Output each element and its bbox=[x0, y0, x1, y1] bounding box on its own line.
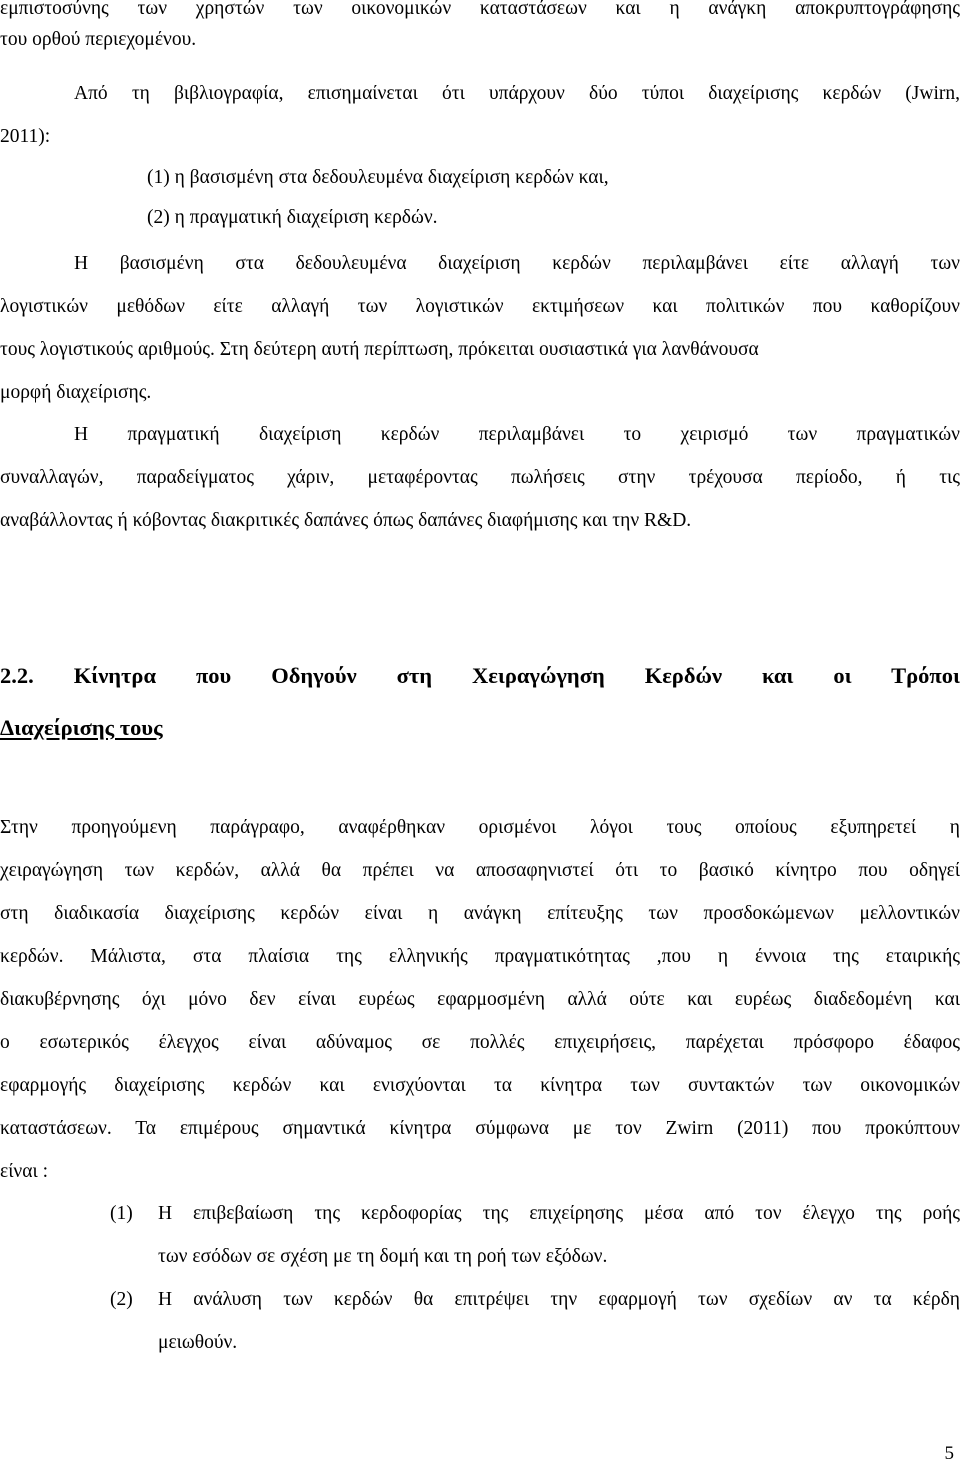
paragraph-intro-line-1: εμπιστοσύνης των χρηστών των οικονομικών καταστάσεων και η ανάγκη αποκρυπτογράφησης bbox=[0, 0, 960, 19]
list-item-accrual: (1) η βασισμένη στα δεδουλευμένα διαχείριση κερδών και, bbox=[147, 167, 609, 188]
paragraph-motives-line-2: χειραγώγηση των κερδών, αλλά θα πρέπει να αποσαφηνιστεί ότι το βασικό κίνητρο που οδηγεί bbox=[0, 860, 960, 881]
paragraph-real-line-3: αναβάλλοντας ή κόβοντας διακριτικές δαπάνες όπως δαπάνες διαφήμισης και την R&D. bbox=[0, 510, 692, 531]
page-number: 5 bbox=[944, 1443, 954, 1464]
paragraph-motives-line-1: Στην προηγούμενη παράγραφο, αναφέρθηκαν ορισμένοι λόγοι τους οποίους εξυπηρετεί η bbox=[0, 817, 960, 838]
motive-number-1: (1) bbox=[110, 1203, 133, 1224]
paragraph-types-line-2: 2011): bbox=[0, 126, 51, 147]
paragraph-accrual-line-1: Η βασισμένη στα δεδουλευμένα διαχείριση κερδών περιλαμβάνει είτε αλλαγή των bbox=[74, 253, 960, 274]
list-item-real: (2) η πραγματική διαχείριση κερδών. bbox=[147, 207, 438, 228]
paragraph-motives-line-6: ο εσωτερικός έλεγχος είναι αδύναμος σε πολλές επιχειρήσεις, παρέχεται πρόσφορο έδαφος bbox=[0, 1032, 960, 1053]
paragraph-real-line-1: Η πραγματική διαχείριση κερδών περιλαμβάνει το χειρισμό των πραγματικών bbox=[74, 424, 960, 445]
paragraph-motives-line-3: στη διαδικασία διαχείρισης κερδών είναι η ανάγκη επίτευξης των προσδοκώμενων μελλοντικών bbox=[0, 903, 960, 924]
paragraph-motives-line-9: είναι : bbox=[0, 1161, 49, 1182]
motive-1-line-1: Η επιβεβαίωση της κερδοφορίας της επιχείρησης μέσα από τον έλεγχο της ροής bbox=[158, 1203, 960, 1224]
section-heading-line-2: Διαχείρισης τους bbox=[0, 715, 163, 740]
paragraph-motives-line-4: κερδών. Μάλιστα, στα πλαίσια της ελληνικής πραγματικότητας ,που η έννοια της εταιρικής bbox=[0, 946, 960, 967]
section-heading-line-1: 2.2. Κίνητρα που Οδηγούν στη Χειραγώγηση Κερδών και οι Τρόποι bbox=[0, 663, 960, 688]
paragraph-real-line-2: συναλλαγών, παραδείγματος χάριν, μεταφέροντας πωλήσεις στην τρέχουσα περίοδο, ή τις bbox=[0, 467, 960, 488]
paragraph-intro-line-2: του ορθού περιεχομένου. bbox=[0, 29, 197, 50]
paragraph-accrual-line-2: λογιστικών μεθόδων είτε αλλαγή των λογιστικών εκτιμήσεων και πολιτικών που καθορίζουν bbox=[0, 296, 960, 317]
paragraph-accrual-line-4: μορφή διαχείρισης. bbox=[0, 382, 152, 403]
motive-number-2: (2) bbox=[110, 1289, 133, 1310]
motive-2-line-1: Η ανάλυση των κερδών θα επιτρέψει την εφαρμογή των σχεδίων αν τα κέρδη bbox=[158, 1289, 960, 1310]
paragraph-motives-line-7: εφαρμογής διαχείρισης κερδών και ενισχύονται τα κίνητρα των συντακτών των οικονομικών bbox=[0, 1075, 960, 1096]
paragraph-motives-line-8: καταστάσεων. Τα επιμέρους σημαντικά κίνητρα σύμφωνα με τον Zwirn (2011) που προκύπτουν bbox=[0, 1118, 960, 1139]
motive-1-line-2: των εσόδων σε σχέση με τη δομή και τη ροή των εξόδων. bbox=[158, 1246, 608, 1267]
motive-2-line-2: μειωθούν. bbox=[158, 1332, 238, 1353]
paragraph-motives-line-5: διακυβέρνησης όχι μόνο δεν είναι ευρέως εφαρμοσμένη αλλά ούτε και ευρέως διαδεδομένη και bbox=[0, 989, 960, 1010]
paragraph-accrual-line-3: τους λογιστικούς αριθμούς. Στη δεύτερη αυτή περίπτωση, πρόκειται ουσιαστικά για λανθάνουσα bbox=[0, 339, 759, 360]
paragraph-types-line-1: Από τη βιβλιογραφία, επισημαίνεται ότι υπάρχουν δύο τύποι διαχείρισης κερδών (Jwirn, bbox=[74, 83, 960, 104]
